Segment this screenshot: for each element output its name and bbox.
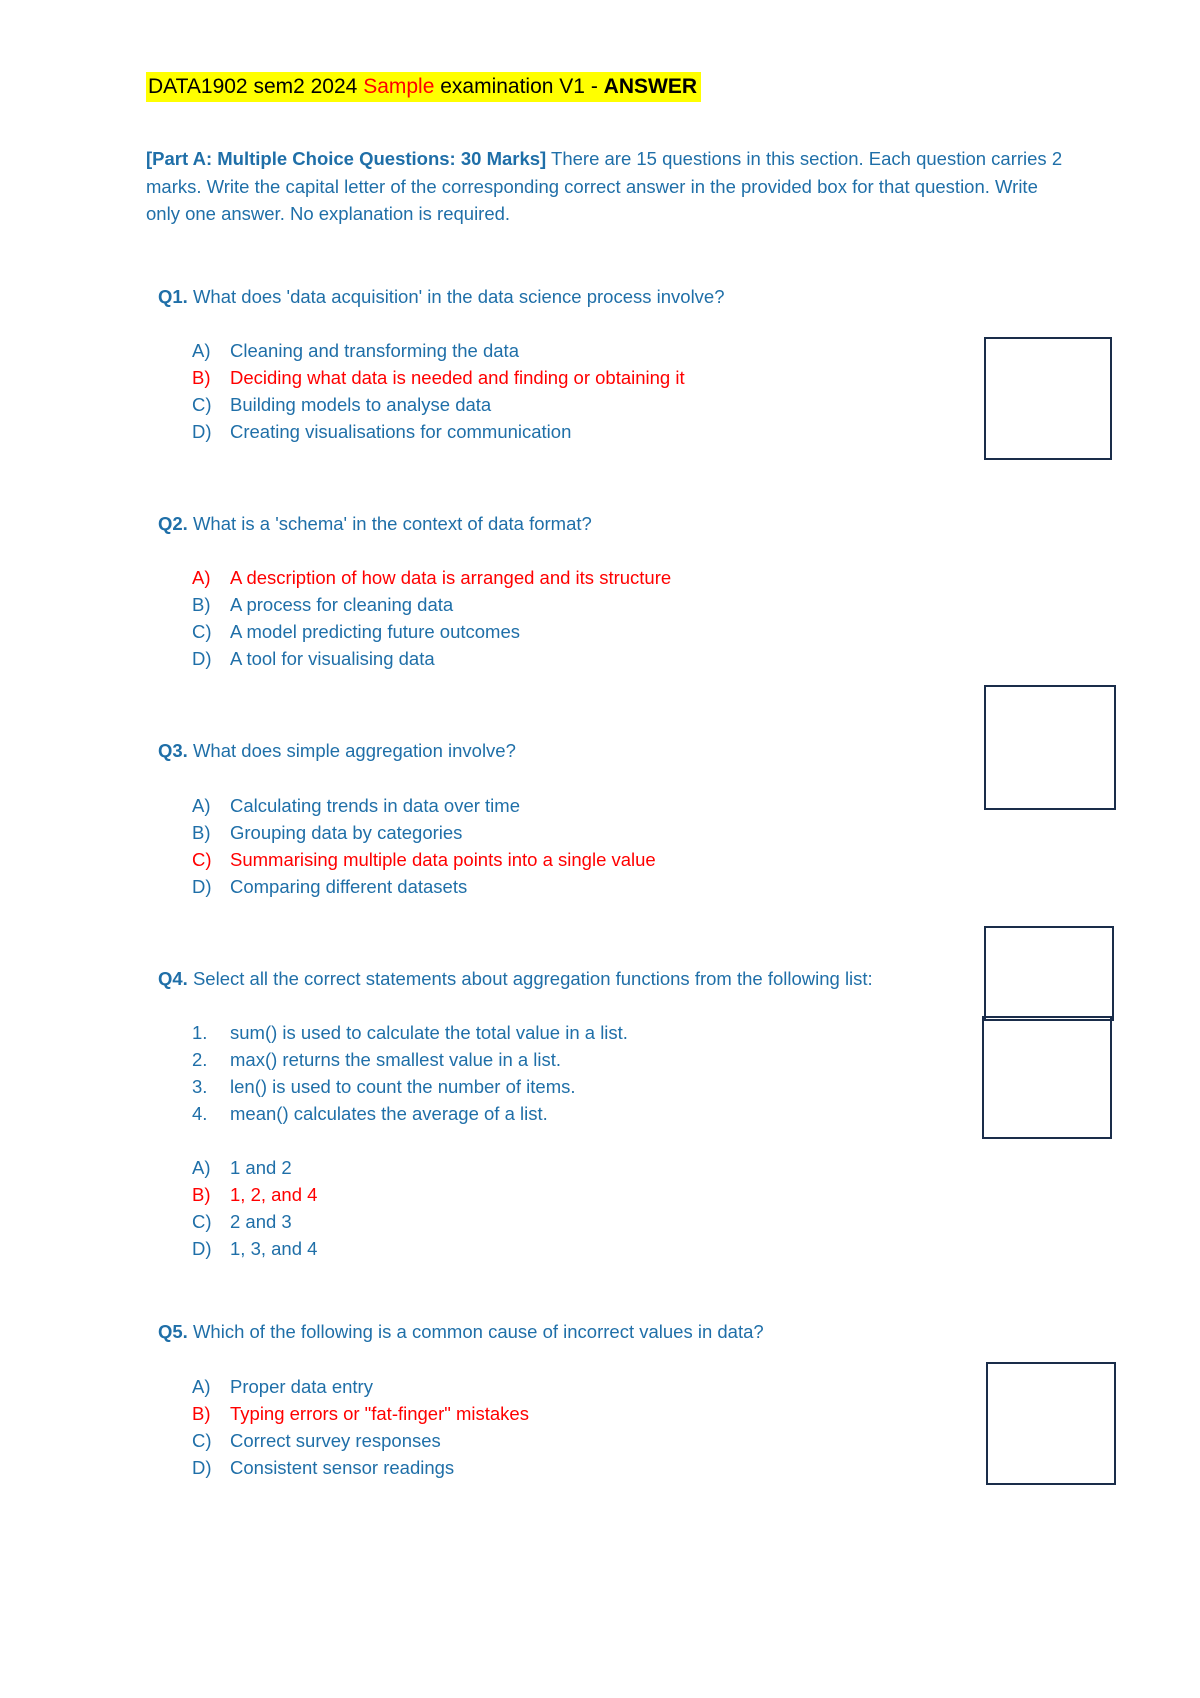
option-label: A) [192,1157,211,1178]
option-label: D) [192,421,212,442]
option-text: A description of how data is arranged and its structure [230,567,672,588]
option-label: A) [192,795,211,816]
section-instructions [146,145,1066,228]
question-number: Q2. [158,513,188,534]
question-text: Which of the following is a common cause of incorrect values in data? [187,1321,764,1342]
option-text: Summarising multiple data points into a single value [230,849,656,870]
question-2 [158,510,998,537]
option-label: C) [192,621,212,642]
statement-text: sum() is used to calculate the total value in a list. [230,1022,628,1043]
section-heading: [Part A: Multiple Choice Questions: 30 Marks] [146,148,547,169]
option-text: A model predicting future outcomes [230,621,520,642]
option-text: Comparing different datasets [230,876,468,897]
option-text: Building models to analyse data [230,394,492,415]
option-text: A process for cleaning data [230,594,454,615]
option-label: B) [192,822,211,843]
option-label: D) [192,648,212,669]
statement-label: 3. [192,1076,208,1097]
page-title [146,72,701,102]
option-text: Consistent sensor readings [230,1457,455,1478]
option-text: Deciding what data is needed and finding or obtaining it [230,367,685,388]
option-text: Calculating trends in data over time [230,795,520,816]
option-text: Grouping data by categories [230,822,463,843]
option-label: D) [192,1238,212,1259]
answer-box-q3[interactable] [984,926,1114,1021]
question-text: What is a 'schema' in the context of data format? [187,513,592,534]
option-label: C) [192,394,212,415]
title-answer: ANSWER [603,75,697,98]
title-course: DATA1902 sem2 2024 [148,75,364,98]
statement-text: mean() calculates the average of a list. [230,1103,548,1124]
statement-label: 1. [192,1022,208,1043]
title-exam: examination V1 - [434,75,604,98]
question-3 [158,737,958,764]
statement-text: max() returns the smallest value in a list. [230,1049,562,1070]
answer-box-q2[interactable] [984,685,1116,810]
option-label: B) [192,1403,211,1424]
option-text: Creating visualisations for communication [230,421,572,442]
option-label: C) [192,1211,212,1232]
statement-text: len() is used to count the number of items. [230,1076,576,1097]
option-label: C) [192,849,212,870]
statement-label: 2. [192,1049,208,1070]
option-text: Typing errors or "fat-finger" mistakes [230,1403,529,1424]
question-text: Select all the correct statements about aggregation functions from the following list: [187,968,873,989]
option-label: D) [192,1457,212,1478]
title-sample: Sample [363,75,435,98]
statement-label: 4. [192,1103,208,1124]
question-1 [158,283,998,310]
option-label: A) [192,340,211,361]
question-4 [158,965,938,992]
answer-box-q1[interactable] [984,337,1112,460]
option-text: Correct survey responses [230,1430,441,1451]
option-text: 2 and 3 [230,1211,292,1232]
option-text: 1 and 2 [230,1157,292,1178]
option-label: A) [192,567,211,588]
option-label: D) [192,876,212,897]
option-label: B) [192,1184,211,1205]
question-number: Q1. [158,286,188,307]
answer-box-q4[interactable] [982,1016,1112,1139]
option-label: C) [192,1430,212,1451]
question-number: Q5. [158,1321,188,1342]
question-number: Q3. [158,740,188,761]
section-instructions-text: There are 15 questions in this section. Each question carries 2 marks. Write the capital letter of the corresponding correct answer in the provided box for that question. Write only one answer. No explanation is required. [146,148,1063,224]
option-label: B) [192,594,211,615]
option-text: Proper data entry [230,1376,373,1397]
question-number: Q4. [158,968,188,989]
question-5 [158,1318,998,1345]
question-text: What does simple aggregation involve? [187,740,516,761]
option-text: 1, 2, and 4 [230,1184,318,1205]
question-text: What does 'data acquisition' in the data science process involve? [187,286,725,307]
option-label: A) [192,1376,211,1397]
option-text: 1, 3, and 4 [230,1238,318,1259]
option-text: Cleaning and transforming the data [230,340,519,361]
option-label: B) [192,367,211,388]
option-text: A tool for visualising data [230,648,435,669]
answer-box-q5[interactable] [986,1362,1116,1485]
